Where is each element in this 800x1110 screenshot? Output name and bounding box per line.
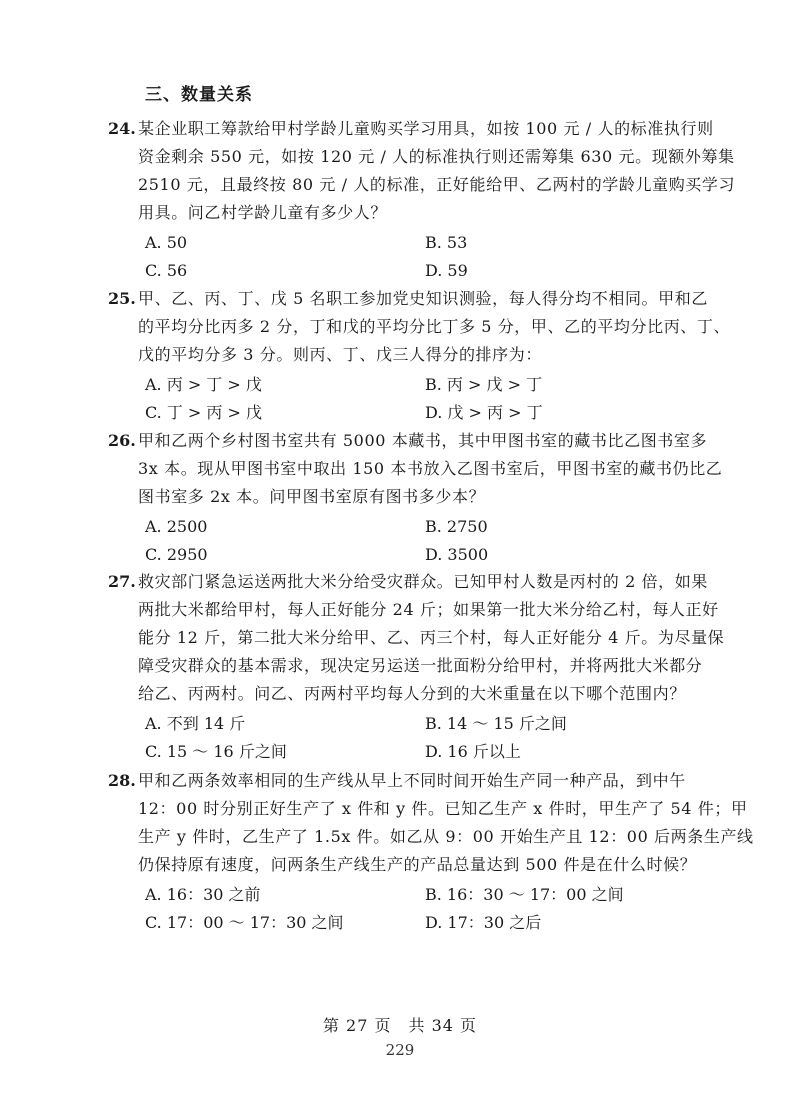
- option-d: D. 16 斤以上: [425, 742, 521, 761]
- option-d: D. 3500: [425, 545, 489, 564]
- question-text-line: 甲和乙两条效率相同的生产线从早上不同时间开始生产同一种产品，到中午: [138, 771, 686, 790]
- page-number: 229: [385, 1041, 415, 1059]
- question-text-line: 甲、乙、丙、丁、戊 5 名职工参加党史知识测验，每人得分均不相同。甲和乙: [138, 289, 708, 308]
- option-b: B. 2750: [425, 517, 488, 536]
- question-text-line: 图书室多 2x 本。问甲图书室原有图书多少本？: [138, 487, 486, 506]
- question-text-line: 仍保持原有速度，问两条生产线生产的产品总量达到 500 件是在什么时候？: [138, 855, 697, 874]
- option-c: C. 15 ～ 16 斤之间: [145, 742, 287, 761]
- question-text-line: 甲和乙两个乡村图书室共有 5000 本藏书，其中甲图书室的藏书比乙图书室多: [138, 431, 708, 450]
- option-a: A. 不到 14 斤: [145, 714, 246, 733]
- option-c: C. 2950: [145, 545, 208, 564]
- option-b: B. 53: [425, 233, 468, 252]
- question-text-line: 两批大米都给甲村，每人正好能分 24 斤；如果第一批大米分给乙村，每人正好: [138, 600, 719, 619]
- question-number: 27.: [108, 572, 136, 591]
- question-number: 25.: [108, 289, 136, 308]
- option-c: C. 17：00 ～ 17：30 之间: [145, 913, 344, 932]
- question-text-line: 障受灾群众的基本需求，现决定另运送一批面粉分给甲村，并将两批大米都分: [138, 656, 703, 675]
- question-text-line: 3x 本。现从甲图书室中取出 150 本书放入乙图书室后，甲图书室的藏书仍比乙: [138, 459, 723, 478]
- option-a: A. 丙 > 丁 > 戊: [145, 375, 262, 394]
- question-number: 24.: [108, 119, 136, 138]
- question-text-line: 救灾部门紧急运送两批大米分给受灾群众。已知甲村人数是丙村的 2 倍，如果: [138, 572, 708, 591]
- question-number: 26.: [108, 431, 136, 450]
- option-c: C. 56: [145, 261, 188, 280]
- option-c: C. 丁 > 丙 > 戊: [145, 403, 263, 422]
- question-text-line: 的平均分比丙多 2 分，丁和戊的平均分比丁多 5 分，甲、乙的平均分比丙、丁、: [138, 317, 731, 336]
- option-b: B. 16：30 ～ 17：00 之间: [425, 885, 624, 904]
- page-counter: 第 27 页 共 34 页: [322, 1016, 478, 1035]
- question-text-line: 某企业职工筹款给甲村学龄儿童购买学习用具，如按 100 元 / 人的标准执行则: [138, 119, 714, 138]
- question-text-line: 资金剩余 550 元，如按 120 元 / 人的标准执行则还需筹集 630 元。现额外筹集: [138, 147, 735, 166]
- question-text-line: 给乙、丙两村。问乙、丙两村平均每人分到的大米重量在以下哪个范围内？: [138, 684, 686, 703]
- question-text-line: 2510 元，且最终按 80 元 / 人的标准，正好能给甲、乙两村的学龄儿童购买学习: [138, 175, 736, 194]
- question-text-line: 用具。问乙村学龄儿童有多少人？: [138, 203, 388, 222]
- option-a: A. 2500: [145, 517, 208, 536]
- question-number: 28.: [108, 771, 136, 790]
- option-a: A. 16：30 之前: [145, 885, 261, 904]
- option-d: D. 59: [425, 261, 468, 280]
- option-b: B. 14 ～ 15 斤之间: [425, 714, 567, 733]
- option-d: D. 戊 > 丙 > 丁: [425, 403, 543, 422]
- question-text-line: 12：00 时分别正好生产了 x 件和 y 件。已知乙生产 x 件时，甲生产了 54 件；甲: [138, 799, 748, 818]
- option-b: B. 丙 > 戊 > 丁: [425, 375, 543, 394]
- option-d: D. 17：30 之后: [425, 913, 542, 932]
- question-text-line: 能分 12 斤，第二批大米分给甲、乙、丙三个村，每人正好能分 4 斤。为尽量保: [138, 628, 725, 647]
- option-a: A. 50: [145, 233, 188, 252]
- section-title: 三、数量关系: [145, 85, 253, 105]
- question-text-line: 戊的平均分多 3 分。则丙、丁、戊三人得分的排序为：: [138, 345, 542, 364]
- question-text-line: 生产 y 件时，乙生产了 1.5x 件。如乙从 9：00 开始生产且 12：00 后两条生产线: [138, 827, 754, 846]
